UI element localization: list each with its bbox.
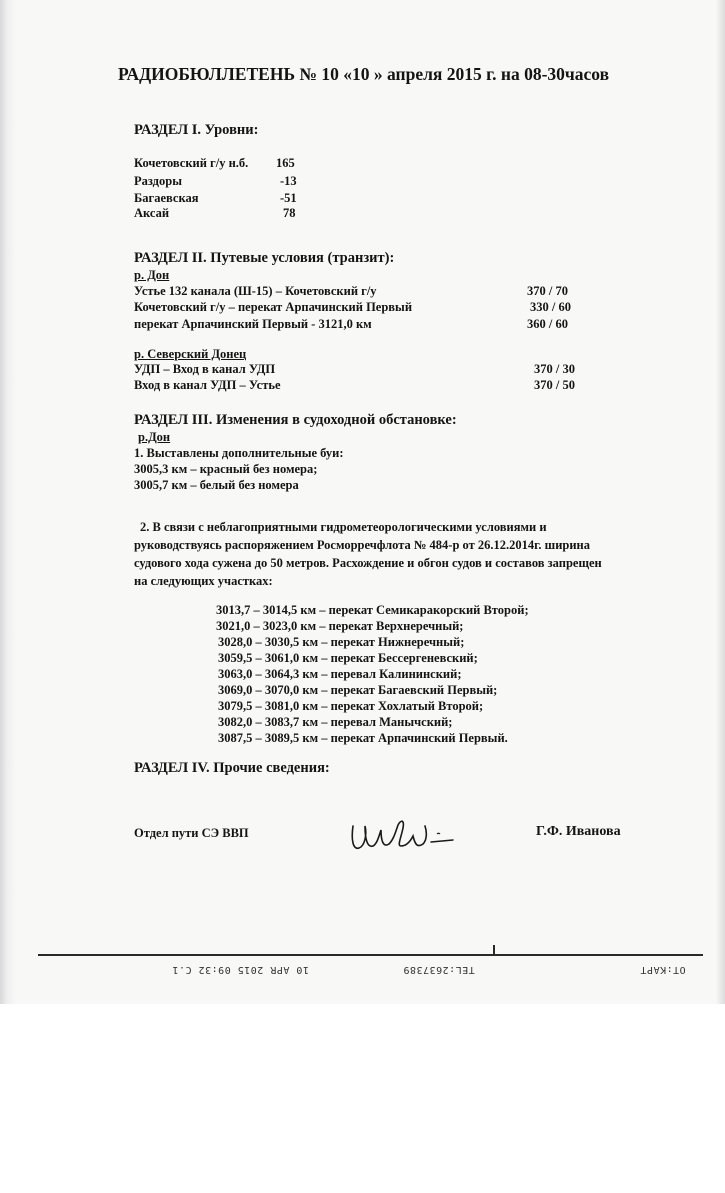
paragraph-line: на следующих участках: xyxy=(134,574,273,588)
level-value: 165 xyxy=(276,156,295,170)
bulletin-title: РАДИОБЮЛЛЕТЕНЬ № 10 «10 » апреля 2015 г. на 08-30часов xyxy=(118,64,610,84)
route-name: УДП – Вход в канал УДП xyxy=(134,362,276,376)
level-value: -51 xyxy=(280,191,297,205)
item1-text: 1. Выставлены дополнительные буи: xyxy=(134,446,344,460)
route-name: Вход в канал УДП – Устье xyxy=(134,378,281,392)
route-name: перекат Арпачинский Первый - 3121,0 км xyxy=(134,317,372,331)
fax-header-phone: TEL:2637389 xyxy=(403,964,475,975)
restricted-section: 3082,0 – 3083,7 км – перевал Манычский; xyxy=(218,715,453,729)
section3-heading: РАЗДЕЛ III. Изменения в судоходной обстановке: xyxy=(134,412,457,428)
restricted-section: 3059,5 – 3061,0 км – перекат Бессергеневский; xyxy=(218,651,478,665)
level-name: Кочетовский г/у н.б. xyxy=(134,156,249,170)
route-value: 370 / 30 xyxy=(534,362,575,376)
fax-divider-tick xyxy=(493,945,495,956)
handwritten-signature xyxy=(345,812,460,862)
restricted-section: 3028,0 – 3030,5 км – перекат Нижнеречный; xyxy=(218,635,465,649)
route-name: Устье 132 канала (Ш-15) – Кочетовский г/у xyxy=(134,284,377,298)
river-label: р. Дон xyxy=(134,268,170,282)
level-name: Раздоры xyxy=(134,174,182,188)
paragraph-line: руководствуясь распоряжением Росморречфлота № 484-р от 26.12.2014г. ширина xyxy=(134,538,591,552)
route-value: 330 / 60 xyxy=(530,300,571,314)
paragraph-line: судового хода сужена до 50 метров. Расхождение и обгон судов и составов запрещен xyxy=(134,556,602,570)
restricted-section: 3079,5 – 3081,0 км – перекат Хохлатый Второй; xyxy=(218,699,484,713)
restricted-section: 3069,0 – 3070,0 км – перекат Багаевский Первый; xyxy=(218,683,498,697)
restricted-section: 3063,0 – 3064,3 км – перевал Калининский; xyxy=(218,667,462,681)
route-value: 370 / 50 xyxy=(534,378,575,392)
restricted-section: 3013,7 – 3014,5 км – перекат Семикаракорский Второй; xyxy=(216,603,529,617)
river-label: р.Дон xyxy=(138,430,171,444)
level-name: Аксай xyxy=(134,206,170,220)
buoy-line: 3005,7 км – белый без номера xyxy=(134,478,299,492)
route-name: Кочетовский г/у – перекат Арпачинский Первый xyxy=(134,300,413,314)
department-label: Отдел пути СЭ ВВП xyxy=(134,826,249,840)
river-label: р. Северский Донец xyxy=(134,347,247,361)
fax-header-datetime: 10 APR 2015 09:32 C.1 xyxy=(172,964,309,975)
fax-header-sender: OT:KAPT xyxy=(640,964,686,975)
route-value: 360 / 60 xyxy=(527,317,568,331)
section4-heading: РАЗДЕЛ IV. Прочие сведения: xyxy=(134,760,330,776)
item2-paragraph xyxy=(134,518,660,590)
level-name: Багаевская xyxy=(134,191,199,205)
paragraph-line: 2. В связи с неблагоприятными гидрометеорологическими условиями и xyxy=(140,520,547,534)
section1-heading: РАЗДЕЛ I. Уровни: xyxy=(134,122,259,138)
section2-heading: РАЗДЕЛ II. Путевые условия (транзит): xyxy=(134,250,395,266)
route-value: 370 / 70 xyxy=(527,284,568,298)
buoy-line: 3005,3 км – красный без номера; xyxy=(134,462,318,476)
level-value: -13 xyxy=(280,174,297,188)
level-value: 78 xyxy=(283,206,296,220)
restricted-section: 3087,5 – 3089,5 км – перекат Арпачинский Первый. xyxy=(218,731,508,745)
fax-divider xyxy=(38,954,703,956)
signatory-name: Г.Ф. Иванова xyxy=(536,824,621,839)
restricted-section: 3021,0 – 3023,0 км – перекат Верхнеречный; xyxy=(216,619,464,633)
